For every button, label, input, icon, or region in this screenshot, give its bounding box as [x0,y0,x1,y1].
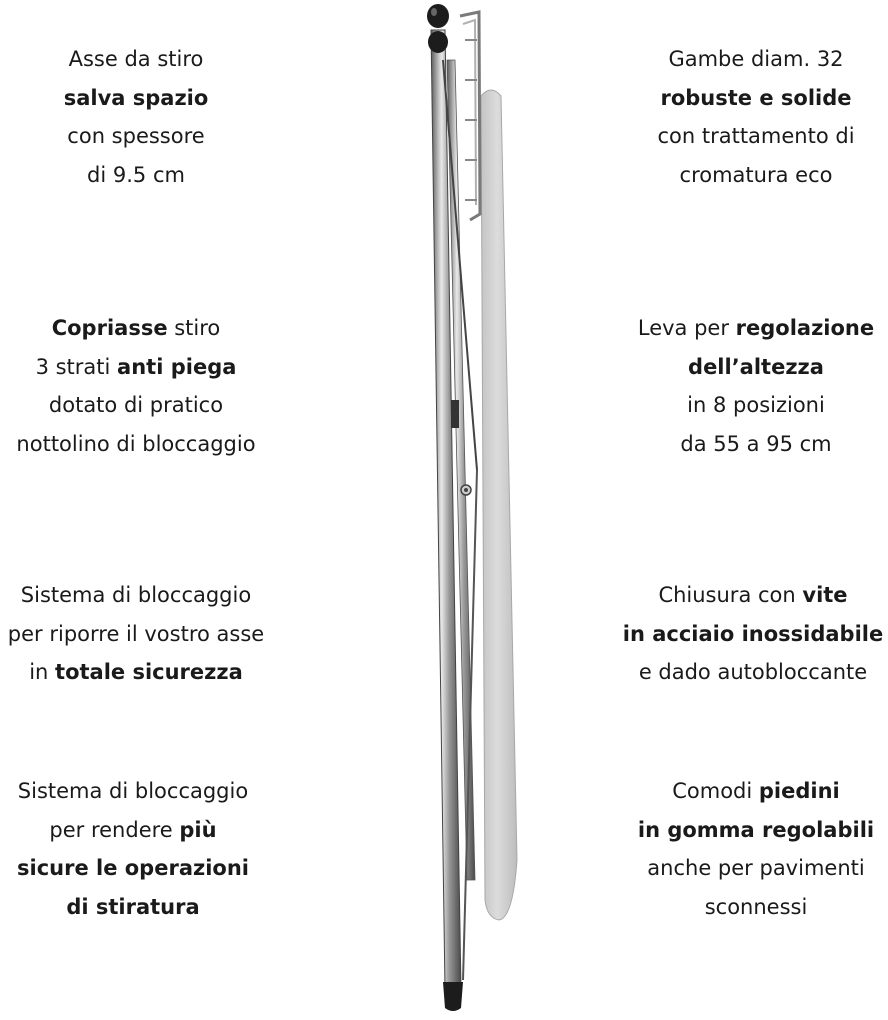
feature-text-bold: Copriasse [51,316,168,340]
feature-text-bold: in gomma regolabili [637,817,875,842]
feature-screw-closure [618,576,888,692]
feature-text-bold: anti piega [117,354,237,379]
feature-text: di 9.5 cm [87,162,185,187]
feature-storage-lock [0,576,272,692]
feature-line [624,811,888,850]
feature-line [624,849,888,888]
feature-line [0,348,272,387]
feature-text: Comodi [672,779,759,803]
feature-line [0,849,266,888]
feature-text: dotato di pratico [48,393,224,417]
feature-line [624,156,888,195]
feature-text-bold: sicure le operazioni [17,856,249,880]
feature-text-bold: di stiratura [66,894,200,919]
feature-text: con spessore [67,124,205,148]
feature-text-bold: vite [802,583,848,607]
feature-text: e dado autobloccante [638,660,868,684]
feature-line [624,79,888,118]
feature-line [0,576,272,615]
feature-text: in [29,660,56,684]
feature-line [26,117,246,156]
feature-line [624,117,888,156]
feature-line [624,888,888,927]
feature-text: Sistema di bloccaggio [20,583,252,607]
feature-text-bold: totale sicurezza [55,660,243,684]
feature-text: per riporre il vostro asse [7,621,265,646]
feature-text: anche per pavimenti [647,856,865,880]
feature-line [26,156,246,195]
feature-line [26,40,246,79]
feature-line [618,576,888,615]
feature-text: con trattamento di [657,124,855,148]
feature-text: Gambe diam. 32 [668,47,844,71]
feature-cover [0,309,272,463]
feature-ironing-lock [0,772,266,926]
feature-line [0,888,266,927]
feature-text: sconnessi [704,894,808,919]
feature-rubber-feet [624,772,888,926]
feature-text: Leva per [637,316,736,340]
feature-line [624,772,888,811]
feature-text-bold: salva spazio [63,85,209,110]
feature-text-bold: in acciaio inossidabile [622,621,884,646]
feature-text: da 55 a 95 cm [680,431,832,456]
rubber-foot [443,982,463,1011]
height-lever [451,400,459,428]
feature-line [0,425,272,464]
feature-text-bold: più [179,817,217,842]
feature-line [624,425,888,464]
feature-text: stiro [167,316,221,340]
ironing-board-image [395,0,535,1020]
feature-height-lever [624,309,888,463]
feature-text: Chiusura con [658,583,803,607]
feature-line [0,772,266,811]
feature-text-bold: piedini [758,779,840,803]
feature-text: in 8 posizioni [687,393,825,417]
feature-text-bold: robuste e solide [660,85,852,110]
feature-legs [624,40,888,194]
feature-line [624,348,888,387]
feature-line [26,79,246,118]
feature-space-saving [26,40,246,194]
feature-line [624,309,888,348]
feature-line [0,386,272,425]
iron-rest [460,12,480,220]
feature-line [0,811,266,850]
feature-line [0,309,272,348]
feature-text: Sistema di bloccaggio [17,779,249,803]
feature-text-bold: regolazione [735,316,875,340]
feature-text: per rendere [49,817,180,842]
feature-text: nottolino di bloccaggio [16,431,256,456]
feature-text-bold: dell’altezza [688,354,824,379]
feature-line [624,386,888,425]
feature-text: cromatura eco [679,162,833,187]
top-cap [427,4,449,28]
feature-text: Asse da stiro [68,47,204,71]
feature-line [0,615,272,654]
feature-line [0,653,272,692]
feature-line [618,653,888,692]
feature-line [624,40,888,79]
board-cover [481,90,517,920]
feature-line [618,615,888,654]
feature-text: 3 strati [35,354,118,379]
